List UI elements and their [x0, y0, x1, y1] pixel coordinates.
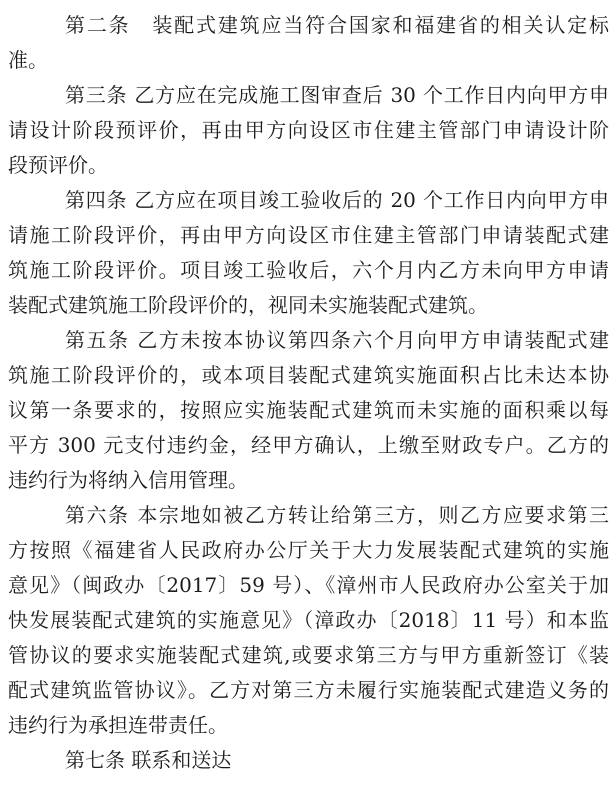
document-line: 第二条 装配式建筑应当符合国家和福建省的相关认定标: [65, 13, 609, 37]
document-line: 违约行为将纳入信用管理。: [8, 468, 248, 492]
document-line: 第七条 联系和送达: [65, 748, 232, 772]
document-line: 第五条 乙方未按本协议第四条六个月向甲方申请装配式建: [65, 328, 609, 352]
document-paragraph-article-5: [8, 323, 609, 498]
document-line: 第三条 乙方应在完成施工图审查后 30 个工作日内向甲方申: [65, 83, 609, 107]
document-line: 违约行为承担连带责任。: [8, 713, 228, 737]
document-line: 筑施工阶段评价的，或本项目装配式建筑实施面积占比未达本协: [8, 363, 609, 387]
document-line: 方按照《福建省人民政府办公厅关于大力发展装配式建筑的实施: [8, 538, 609, 562]
document-line: 平方 300 元支付违约金，经甲方确认，上缴至财政专户。乙方的: [8, 433, 609, 457]
document-paragraph-article-3: [8, 78, 609, 183]
document-line: 请设计阶段预评价，再由甲方向设区市住建主管部门申请设计阶: [8, 118, 609, 142]
document-line: 准。: [8, 48, 48, 72]
document-line: 管协议的要求实施装配式建筑,或要求第三方与甲方重新签订《装: [8, 643, 609, 667]
document-line: 意见》（闽政办〔2017〕59 号）、《漳州市人民政府办公室关于加: [8, 573, 609, 597]
document-line: 第六条 本宗地如被乙方转让给第三方，则乙方应要求第三: [65, 503, 609, 527]
document-line: 配式建筑监管协议》。乙方对第三方未履行实施装配式建造义务的: [8, 678, 609, 702]
document-paragraph-article-4: [8, 183, 609, 323]
document-line: 段预评价。: [8, 153, 108, 177]
document-line: 请施工阶段评价，再由甲方向设区市住建主管部门申请装配式建: [8, 223, 609, 247]
document-line: 第四条 乙方应在项目竣工验收后的 20 个工作日内向甲方申: [65, 188, 609, 212]
document-paragraph-article-2: [8, 8, 609, 78]
document-line: 快发展装配式建筑的实施意见》（漳政办〔2018〕11 号）和本监: [8, 608, 609, 632]
document-paragraph-article-7: [8, 743, 609, 778]
document-line: 议第一条要求的，按照应实施装配式建筑而未实施的面积乘以每: [8, 398, 609, 422]
document-line: 装配式建筑施工阶段评价的，视同未实施装配式建筑。: [8, 293, 488, 317]
document-line: 筑施工阶段评价。项目竣工验收后，六个月内乙方未向甲方申请: [8, 258, 609, 282]
document-paragraph-article-6: [8, 498, 609, 743]
